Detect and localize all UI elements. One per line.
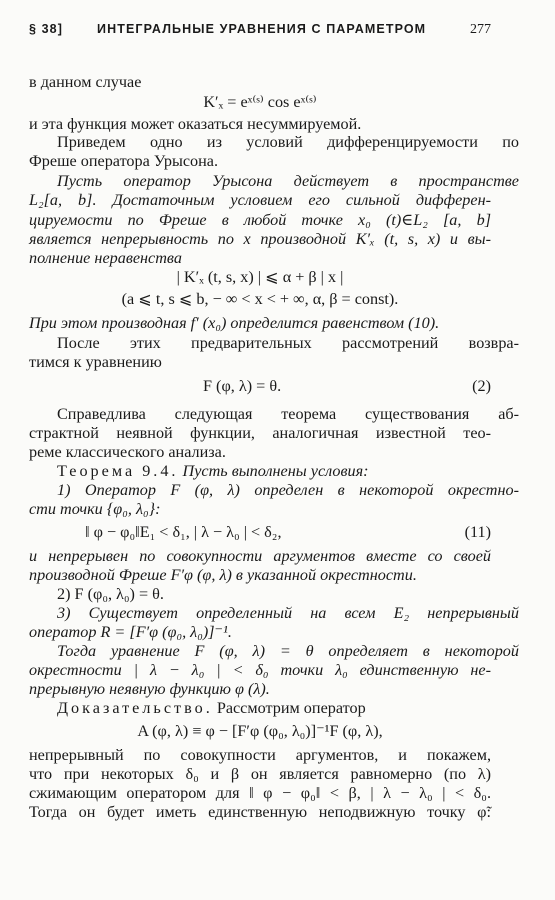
proof-text: Рассмотрим оператор (212, 699, 366, 717)
text-line: является непрерывность по x производной K′ₓ (t, s, x) и вы- (29, 230, 491, 248)
page-number: 277 (470, 22, 491, 37)
text-line: сти точки {φ₀, λ₀}: (29, 500, 161, 518)
text-line: что при некоторых δ₀ и β он является равномерно (по λ) (29, 765, 491, 783)
text-line: Фреше оператора Урысона. (29, 152, 219, 170)
text-line: 2) F (φ₀, λ₀) = θ. (57, 585, 164, 603)
formula: F (φ, λ) = θ. (203, 377, 282, 395)
formula: ‖ φ − φ₀‖E₁ < δ₁, | λ − λ₀ | < δ₂, (85, 523, 282, 541)
formula: A (φ, λ) ≡ φ − [F′φ (φ₀, λ₀)]⁻¹F (φ, λ), (137, 722, 383, 740)
formula: | K′ₓ (t, s, x) | ⩽ α + β | x | (176, 268, 344, 286)
proof-label: Доказательство. (57, 699, 213, 717)
formula: K′ₓ = eˣ⁽ˢ⁾ cos eˣ⁽ˢ⁾ (203, 93, 317, 111)
text-line: 3) Существует определенный на всем E₂ непрерывный (57, 604, 519, 622)
text-line: прерывную неявную функцию φ (λ). (29, 680, 270, 698)
text-line: сжимающим оператором для ‖ φ − φ₀‖ < β, | λ − λ₀ | < δ₀. (29, 784, 491, 802)
proof-line (29, 698, 519, 718)
text-line: и эта функция может оказаться несуммируемой. (29, 115, 362, 133)
text-line: оператор R = [F′φ (φ₀, λ₀)]⁻¹. (29, 623, 232, 641)
text-line: Тогда уравнение F (φ, λ) = θ определяет в некоторой (57, 642, 519, 660)
running-title: ИНТЕГРАЛЬНЫЕ УРАВНЕНИЯ С ПАРАМЕТРОМ (97, 22, 427, 36)
text-line: в данном случае (29, 73, 142, 91)
theorem-condition: Пусть выполнены условия: (178, 462, 369, 480)
formula: (a ⩽ t, s ⩽ b, − ∞ < x < + ∞, α, β = const). (121, 290, 399, 308)
text-line: полнение неравенства (29, 249, 182, 267)
equation-number: (2) (472, 377, 491, 395)
text-line: непрерывный по совокупности аргументов, и покажем, (29, 746, 491, 764)
text-line: цируемости по Фреше в любой точке x₀ (t)∈L₂ [a, b] (29, 211, 491, 229)
text-line: производной Фреше F′φ (φ, λ) в указанной окрестности. (29, 566, 417, 584)
text-line: реме классического анализа. (29, 443, 226, 461)
text-line: После этих предварительных рассмотрений возвра- (57, 334, 519, 352)
text-line: L₂[a, b]. Достаточным условием его сильной дифферен- (29, 191, 491, 209)
text-line: и непрерывен по совокупности аргументов вместе со своей (29, 547, 491, 565)
equation-number: (11) (464, 523, 491, 541)
text-line: страктной неявной функции, аналогичная известной тео- (29, 424, 491, 442)
text-line: тимся к уравнению (29, 353, 162, 371)
text-line: 1) Оператор F (φ, λ) определен в некоторой окрестно- (57, 481, 519, 499)
text-line: окрестности | λ − λ₀ | < δ₀ точки λ₀ единственную не- (29, 661, 491, 679)
text-line: При этом производная f′ (x₀) определится равенством (10). (29, 314, 440, 332)
text-line: Тогда он будет иметь единственную неподвижную точку φ̃: (29, 803, 491, 821)
theorem-label: Теорема 9.4. (57, 462, 179, 480)
section-number: § 38] (29, 22, 63, 36)
text-line: Пусть оператор Урысона действует в пространстве (57, 172, 519, 190)
text-line: Справедлива следующая теорема существования аб- (57, 405, 519, 423)
text-line: Приведем одно из условий дифференцируемости по (57, 133, 519, 151)
theorem-line (29, 461, 519, 481)
